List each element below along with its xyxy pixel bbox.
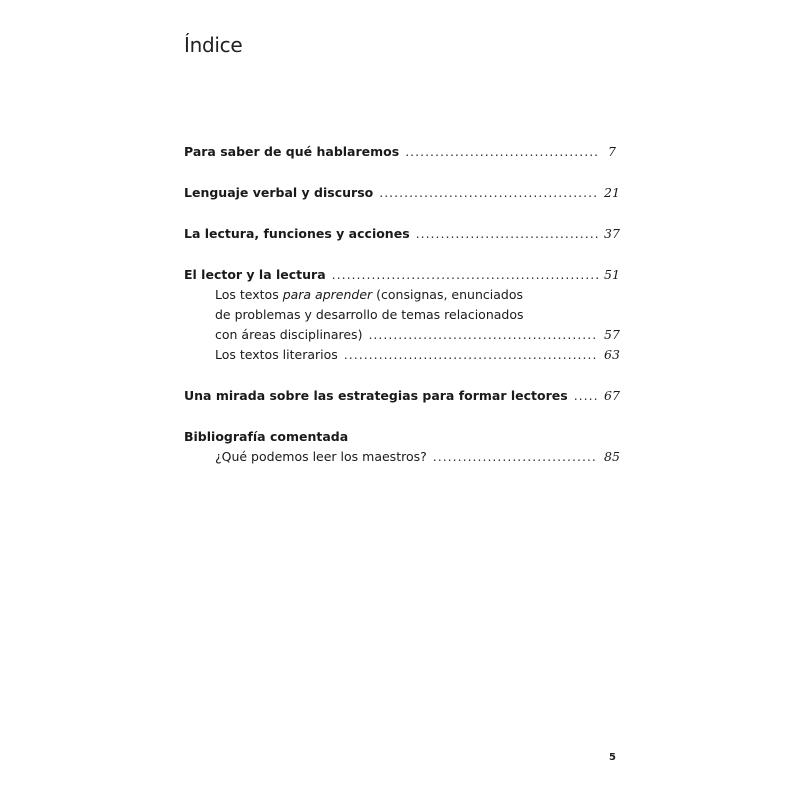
toc-page-number: 21 (604, 185, 620, 200)
toc-page-number: 57 (604, 327, 620, 342)
dot-leader (332, 265, 598, 285)
toc-page-number: 63 (604, 347, 620, 362)
dot-leader (405, 142, 598, 162)
toc-subentry-line (184, 325, 620, 345)
toc-entry[interactable] (184, 224, 620, 244)
toc-page-number: 67 (604, 388, 620, 403)
toc-subentry-multiline[interactable] (184, 285, 620, 345)
toc-page-number: 51 (604, 267, 620, 282)
toc-page-number: 7 (608, 144, 616, 159)
toc-entry[interactable] (184, 183, 620, 203)
toc-subentry-line: de problemas y desarrollo de temas relacionados (215, 307, 524, 322)
toc-entry-label: ¿Qué podemos leer los maestros? (215, 449, 427, 464)
toc-entry[interactable] (184, 142, 616, 162)
toc-subentry-text: Los textos (215, 287, 283, 302)
table-of-contents (184, 142, 620, 467)
toc-entry-label: Los textos literarios (215, 347, 338, 362)
toc-entry[interactable] (184, 386, 620, 406)
toc-entry[interactable] (184, 265, 620, 285)
toc-subentry[interactable] (184, 447, 620, 467)
toc-entry-label: La lectura, funciones y acciones (184, 226, 410, 241)
toc-entry-label: Para saber de qué hablaremos (184, 144, 400, 159)
toc-entry-label: Bibliografía comentada (184, 429, 349, 444)
dot-leader (416, 224, 598, 244)
toc-subentry-text: (consignas, enunciados (372, 287, 523, 302)
toc-entry-label: con áreas disciplinares) (215, 327, 363, 342)
toc-entry[interactable] (184, 427, 616, 447)
toc-entry-label: Una mirada sobre las estrategias para formar lectores (184, 388, 568, 403)
toc-subentry-line (184, 285, 616, 305)
toc-entry-label: El lector y la lectura (184, 267, 326, 282)
dot-leader (574, 386, 598, 406)
dot-leader (433, 447, 598, 467)
toc-subentry-emphasis: para aprender (282, 287, 373, 302)
toc-entry-label: Lenguaje verbal y discurso (184, 185, 374, 200)
toc-subentry[interactable] (184, 345, 620, 365)
toc-page-number: 37 (604, 226, 620, 241)
folio-page-number: 5 (609, 752, 616, 763)
dot-leader (368, 325, 598, 345)
page-title: Índice (184, 33, 243, 57)
toc-page-number: 85 (604, 449, 620, 464)
dot-leader (379, 183, 598, 203)
dot-leader (344, 345, 598, 365)
